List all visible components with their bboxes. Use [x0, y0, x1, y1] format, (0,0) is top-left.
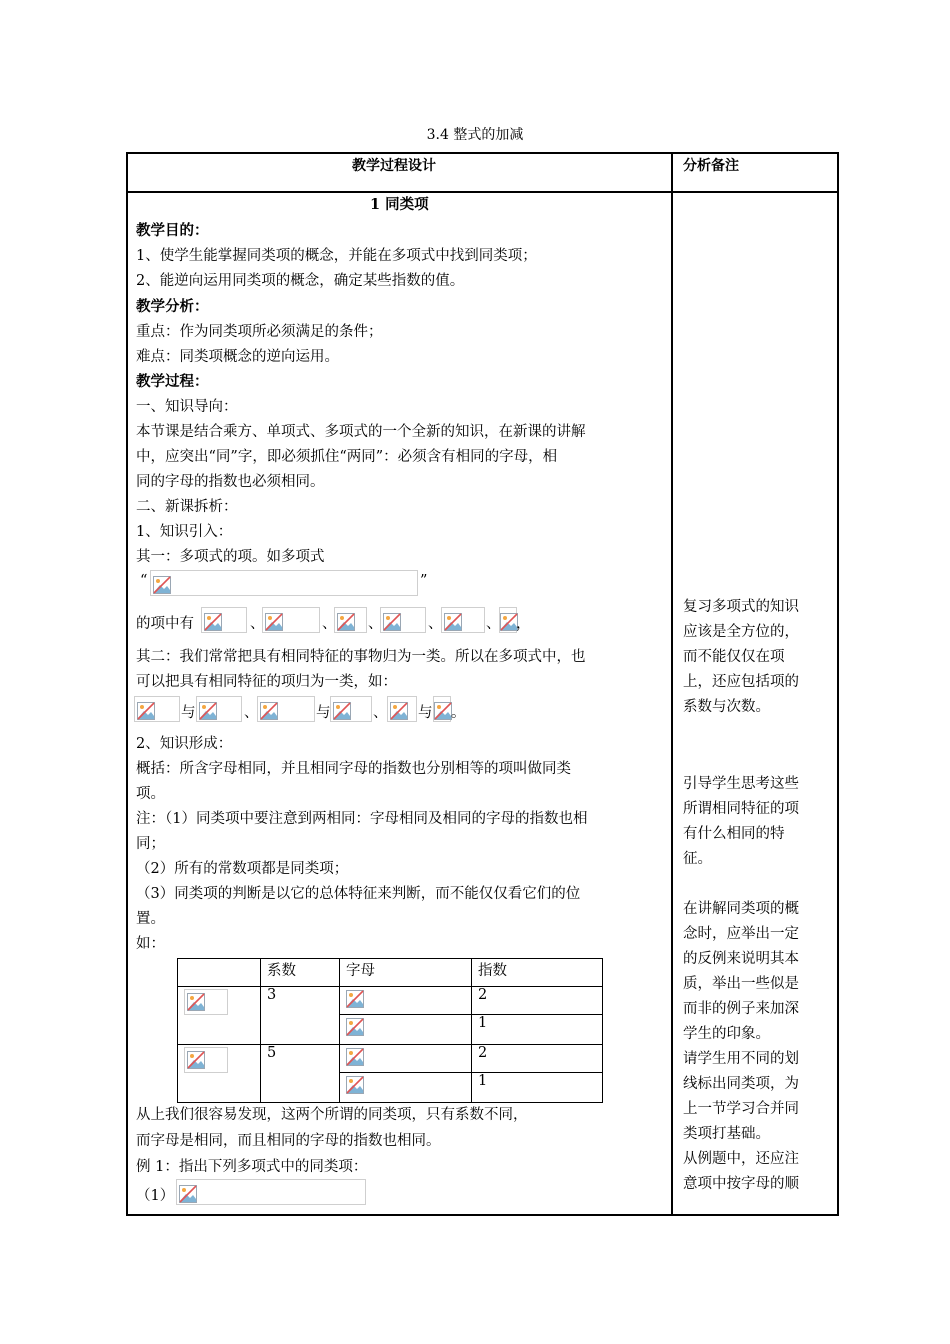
conclusion-line-1: 从上我们很容易发现，这两个所谓的同类项，只有系数不同， [136, 1107, 528, 1123]
part1-heading: 一、知识导向： [136, 399, 238, 415]
broken-image-icon [390, 702, 408, 720]
remark-line: 请学生用不同的划 [683, 1051, 799, 1067]
remark-line: 所谓相同特征的项 [683, 801, 799, 817]
with-word: 与 [418, 705, 433, 721]
remark-line: 有什么相同的特 [683, 826, 785, 842]
close-quote: ” [420, 573, 428, 589]
exponent-cell: 2 [472, 987, 603, 1015]
remark-line: 质，举出一些似是 [683, 976, 799, 992]
header-divider [126, 191, 839, 193]
broken-image-icon [137, 702, 155, 720]
broken-image-icon [179, 1185, 197, 1203]
with-word: 与 [181, 705, 196, 721]
separator: 、 [428, 616, 443, 632]
analysis-heading: 教学分析： [136, 298, 209, 315]
broken-image-icon [337, 613, 355, 631]
term-image [134, 696, 180, 722]
remark-line: 从例题中，还应注 [683, 1151, 799, 1167]
note-line: （3）同类项的判断是以它的总体特征来判断，而不能仅仅看它们的位 [136, 886, 581, 902]
separator: 、 [373, 705, 388, 721]
step2-heading: 2、知识形成： [136, 736, 233, 752]
note-line: 注：（1）同类项中要注意到两相同：字母相同及相同的字母的指数也相 [136, 811, 588, 827]
remark-line: 的反例来说明其本 [683, 951, 799, 967]
section-title: 1 同类项 [370, 196, 429, 213]
broken-image-icon [346, 990, 364, 1008]
header-right: 分析备注 [683, 158, 739, 174]
column-divider [671, 152, 673, 1216]
broken-image-icon [187, 1051, 205, 1069]
separator: 、 [244, 705, 259, 721]
remark-line: 上一节学习合并同 [683, 1101, 799, 1117]
term-image [184, 1047, 228, 1073]
term-image [201, 607, 247, 633]
remark-line: 线标出同类项，为 [683, 1076, 799, 1092]
coefficient-cell: 3 [261, 987, 340, 1045]
remark-line: 而不能仅仅在项 [683, 649, 785, 665]
terms-prefix: 的项中有 [136, 616, 194, 632]
broken-image-icon [346, 1018, 364, 1036]
remark-line: 复习多项式的知识 [683, 599, 799, 615]
remark-line: 而非的例子来加深 [683, 1001, 799, 1017]
analysis-difficulty: 难点：同类项概念的逆向运用。 [136, 349, 339, 365]
remark-line: 征。 [683, 851, 712, 867]
broken-image-icon [434, 702, 452, 720]
term-image [196, 696, 242, 722]
broken-image-icon [204, 613, 222, 631]
example-table [177, 958, 603, 1103]
remark-line: 念时，应举出一定 [683, 926, 799, 942]
term-image [387, 696, 417, 722]
broken-image-icon [333, 702, 351, 720]
broken-image-icon [444, 613, 462, 631]
example-item-label: （1） [136, 1188, 175, 1204]
open-quote: “ [140, 573, 148, 589]
first-point: 其一：多项式的项。如多项式 [136, 549, 325, 565]
term-image [262, 607, 320, 633]
note-line: 置。 [136, 911, 165, 927]
table-header: 系数 [261, 959, 340, 987]
broken-image-icon [265, 613, 283, 631]
intro-line-2: 中，应突出“同”字，即必须抓住“两同”：必须含有相同的字母，相 [136, 449, 558, 465]
intro-line-1: 本节课是结合乘方、单项式、多项式的一个全新的知识，在新课的讲解 [136, 424, 586, 440]
separator: 、 [250, 616, 265, 632]
example-polynomial-image [176, 1179, 366, 1205]
table-header: 指数 [472, 959, 603, 987]
broken-image-icon [199, 702, 217, 720]
note-line: （2）所有的常数项都是同类项； [136, 861, 349, 877]
second-line-2: 可以把具有相同特征的项归为一类，如： [136, 674, 397, 690]
table-row [178, 987, 603, 1015]
broken-image-icon [346, 1048, 364, 1066]
broken-image-icon [346, 1076, 364, 1094]
exponent-cell: 2 [472, 1045, 603, 1073]
exponent-cell: 1 [472, 1073, 603, 1103]
example-heading: 例 1：指出下列多项式中的同类项： [136, 1159, 368, 1175]
period: 。 [451, 705, 466, 721]
summary-line-2: 项。 [136, 786, 165, 802]
polynomial-image [150, 570, 418, 596]
conclusion-line-2: 而字母是相同，而且相同的字母的指数也相同。 [136, 1133, 441, 1149]
analysis-key: 重点：作为同类项所必须满足的条件； [136, 324, 383, 340]
remark-line: 类项打基础。 [683, 1126, 770, 1142]
term-image [184, 989, 228, 1015]
remark-line: 系数与次数。 [683, 699, 770, 715]
broken-image-icon [153, 576, 171, 594]
note-line: 同； [136, 836, 165, 852]
objective-1: 1、使学生能掌握同类项的概念，并能在多项式中找到同类项； [136, 248, 537, 264]
intro-line-3: 同的字母的指数也必须相同。 [136, 474, 325, 490]
table-header: 字母 [340, 959, 472, 987]
term-image [441, 607, 485, 633]
step1-heading: 1、知识引入： [136, 524, 233, 540]
broken-image-icon [187, 993, 205, 1011]
term-image [334, 607, 367, 633]
remark-line: 应该是全方位的， [683, 624, 799, 640]
second-line-1: 其二：我们常常把具有相同特征的事物归为一类。所以在多项式中，也 [136, 649, 586, 665]
remark-line: 意项中按字母的顺 [683, 1176, 799, 1192]
separator: 、 [486, 616, 501, 632]
objective-2: 2、能逆向运用同类项的概念，确定某些指数的值。 [136, 273, 465, 289]
part2-heading: 二、新课拆析： [136, 499, 238, 515]
note-line: 如： [136, 936, 165, 952]
objectives-heading: 教学目的： [136, 222, 209, 239]
term-image [330, 696, 372, 722]
header-left: 教学过程设计 [352, 158, 436, 174]
comma: ， [516, 616, 531, 632]
term-image [380, 607, 426, 633]
remark-line: 学生的印象。 [683, 1026, 770, 1042]
separator: 、 [322, 616, 337, 632]
with-word: 与 [316, 705, 331, 721]
remark-line: 上，还应包括项的 [683, 674, 799, 690]
remark-line: 引导学生思考这些 [683, 776, 799, 792]
broken-image-icon [383, 613, 401, 631]
term-image [433, 696, 451, 722]
exponent-cell: 1 [472, 1015, 603, 1045]
summary-line-1: 概括：所含字母相同，并且相同字母的指数也分别相等的项叫做同类 [136, 761, 571, 777]
broken-image-icon [260, 702, 278, 720]
separator: 、 [368, 616, 383, 632]
table-row [178, 1045, 603, 1073]
document-title: 3.4 整式的加减 [426, 127, 524, 143]
term-image [257, 696, 315, 722]
term-image [499, 607, 517, 633]
coefficient-cell: 5 [261, 1045, 340, 1103]
process-heading: 教学过程： [136, 373, 209, 390]
table-header [178, 959, 261, 987]
remark-line: 在讲解同类项的概 [683, 901, 799, 917]
